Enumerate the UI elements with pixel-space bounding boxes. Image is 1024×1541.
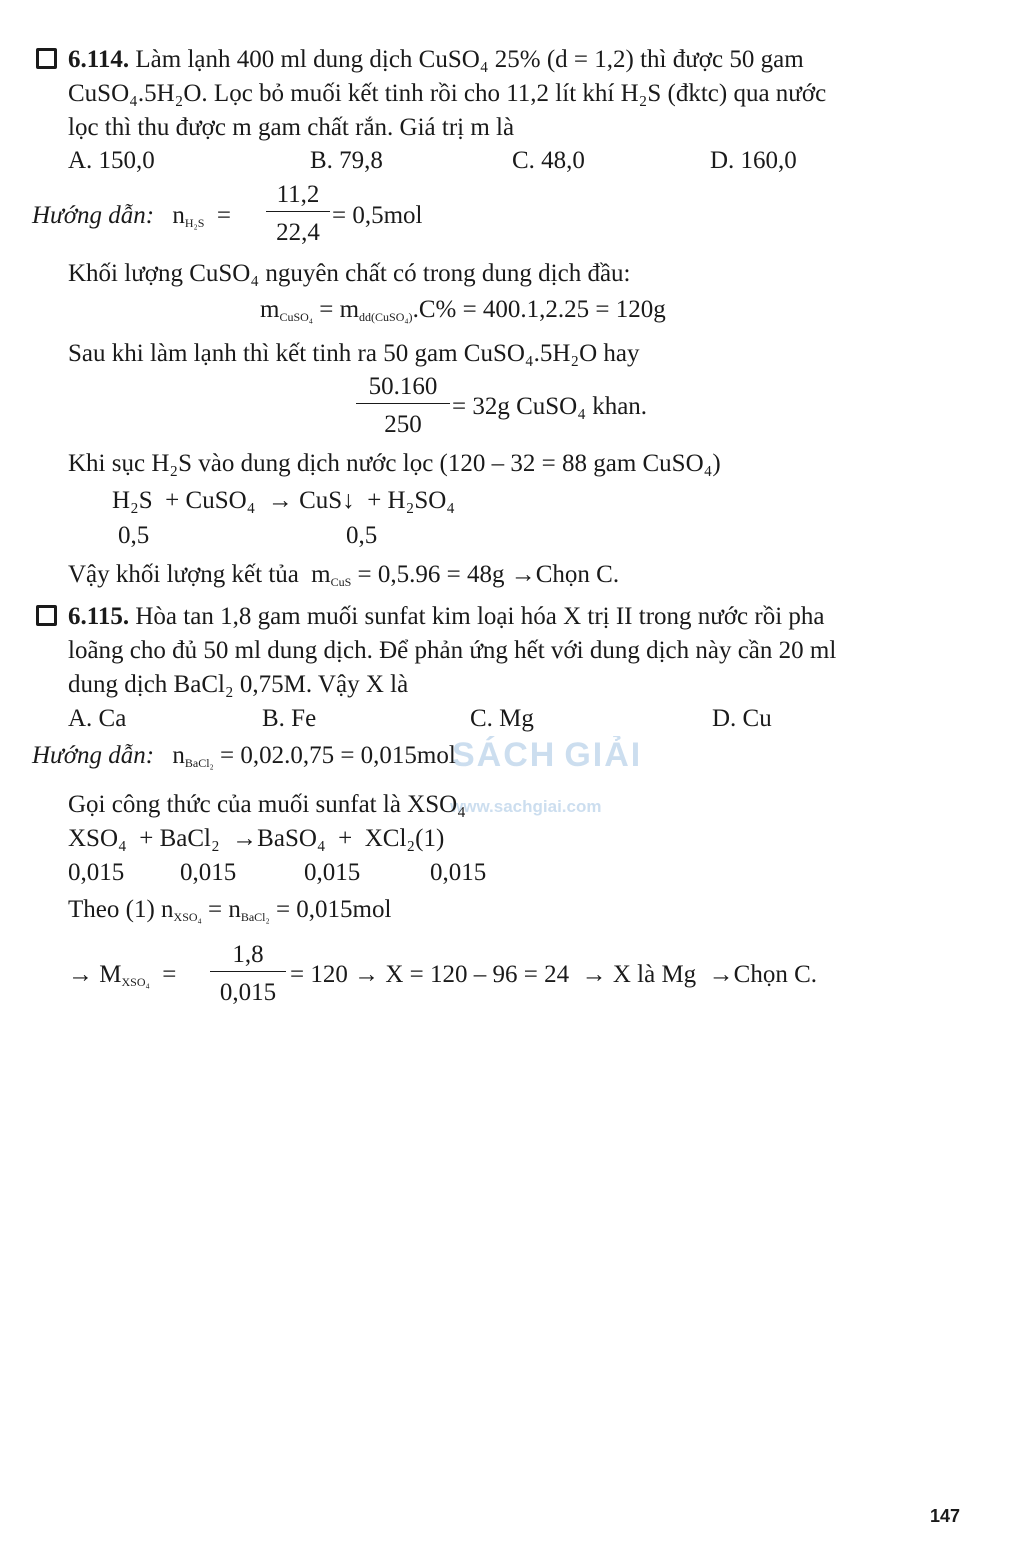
checkbox-icon [36, 605, 57, 626]
q115-option-a: A. Ca [68, 705, 127, 732]
q115-guide-label: Hướng dẫn: [32, 742, 155, 769]
q114-mass-formula [260, 297, 666, 323]
q115-theo-sub1: XSO₄ [173, 910, 202, 924]
q114-fraction-2 [356, 374, 450, 437]
q114-mol-right: 0,5 [346, 522, 378, 549]
q115-guide-line [32, 743, 456, 769]
q114-line1 [68, 47, 804, 72]
q114-option-b: B. 79,8 [310, 147, 383, 174]
q114-n-sub: H₂S [184, 216, 205, 230]
watermark-url: www.sachgiai.com [450, 797, 602, 816]
q115-theo-line [68, 897, 391, 923]
q115-text-1: Hòa tan 1,8 gam muối sunfat kim loại hóa X trị II trong nước rồi pha [135, 603, 825, 630]
q114-conclusion-pre: Vậy khối lượng kết tủa [68, 561, 299, 588]
q115-line3: dung dịch BaCl₂ 0,75M. Vậy X là [68, 671, 409, 698]
q114-cool-text: Sau khi làm lạnh thì kết tinh ra 50 gam CuSO₄.5H₂O hay [68, 340, 640, 367]
q114-reaction: H₂S + CuSO₄ → CuS↓ + H₂SO₄ [112, 487, 455, 514]
q115-fraction [210, 942, 286, 1005]
q114-fraction-1 [266, 182, 330, 245]
q114-frac2-num: 50.160 [356, 374, 450, 404]
q115-line2: loãng cho đủ 50 ml dung dịch. Để phản ứng hết với dung dịch này cần 20 ml [68, 637, 837, 664]
q115-option-c: C. Mg [470, 705, 534, 732]
q114-number: 6.114. [68, 46, 130, 73]
q114-mol-left: 0,5 [118, 522, 150, 549]
q114-frac1-num: 11,2 [266, 182, 330, 212]
q114-mass-sub2: dd(CuSO₄) [359, 310, 413, 324]
q114-guide-label: Hướng dẫn: [32, 202, 155, 229]
watermark-logo [452, 736, 642, 775]
q115-final-lhs: → MXSO₄ = [68, 961, 177, 989]
watermark-brand-b: GIẢI [564, 736, 643, 774]
q115-mol-1: 0,015 [68, 859, 125, 886]
q115-final-sub: XSO₄ [121, 975, 150, 989]
q115-n-sub: BaCl₂ [184, 756, 214, 770]
q114-conclusion [68, 562, 619, 588]
q114-line3: lọc thì thu được m gam chất rắn. Giá trị m là [68, 114, 515, 141]
q114-text-1: Làm lạnh 400 ml dung dịch CuSO₄ 25% (d = 1,2) thì được 50 gam [135, 46, 804, 73]
q115-frac-num: 1,8 [210, 942, 286, 972]
checkbox-icon [36, 48, 57, 69]
q115-reaction: XSO₄ + BaCl₂ →BaSO₄ + XCl₂(1) [68, 825, 445, 852]
q114-mass-rhs: .C% = 400.1,2.25 = 120g [412, 296, 666, 323]
q114-n-symbol: n [172, 202, 185, 229]
q114-bubble-text: Khi sục H₂S vào dung dịch nước lọc (120 – 32 = 88 gam CuSO₄) [68, 450, 721, 477]
q115-line1 [68, 604, 825, 629]
q114-option-c: C. 48,0 [512, 147, 585, 174]
q114-option-a: A. 150,0 [68, 147, 155, 174]
q115-frac-den: 0,015 [219, 979, 277, 1006]
q115-theo-sub2: BaCl₂ [240, 910, 270, 924]
q115-n-result: = 0,02.0,75 = 0,015mol [219, 742, 456, 769]
q115-number: 6.115. [68, 603, 130, 630]
q114-mass-mid: = m [319, 296, 360, 323]
q115-option-d: D. Cu [712, 705, 772, 732]
q115-theo-mid: = n [207, 896, 241, 923]
q115-final-rhs: = 120 → X = 120 – 96 = 24 → X là Mg →Chọn C. [290, 961, 818, 988]
q114-option-d: D. 160,0 [710, 147, 797, 174]
q115-theo-rhs: = 0,015mol [275, 896, 392, 923]
q115-n-symbol: n [172, 742, 185, 769]
q115-option-b: B. Fe [262, 705, 317, 732]
q114-frac2-rhs: = 32g CuSO₄ khan. [452, 393, 648, 420]
q115-final-arrow: → M [68, 961, 122, 988]
q114-mass-m: m [260, 296, 280, 323]
q114-conclusion-sub: CuS [330, 575, 352, 589]
q114-conclusion-m: m [311, 561, 331, 588]
q115-formula-intro: Gọi công thức của muối sunfat là XSO₄ [68, 791, 466, 818]
q114-guide-line: Hướng dẫn: nH₂S = [32, 202, 231, 230]
q115-theo-pre: Theo (1) [68, 896, 155, 923]
q114-nh2s-result: = 0,5mol [332, 202, 423, 229]
q115-mol-3: 0,015 [304, 859, 361, 886]
q115-mol-4: 0,015 [430, 859, 487, 886]
watermark-brand-a: SÁCH [452, 736, 557, 774]
q114-frac1-den: 22,4 [276, 219, 320, 246]
q115-theo-n1: n [161, 896, 174, 923]
page-number: 147 [930, 1506, 961, 1526]
q114-line2: CuSO₄.5H₂O. Lọc bỏ muối kết tinh rồi cho 11,2 lít khí H₂S (đktc) qua nước [68, 80, 827, 107]
q114-frac2-den: 250 [384, 411, 422, 438]
q114-mass-sub1: CuSO₄ [279, 310, 313, 324]
q114-mass-intro: Khối lượng CuSO₄ nguyên chất có trong dung dịch đầu: [68, 260, 631, 287]
q115-mol-2: 0,015 [180, 859, 237, 886]
q114-conclusion-rhs: = 0,5.96 = 48g →Chọn C. [357, 561, 620, 588]
